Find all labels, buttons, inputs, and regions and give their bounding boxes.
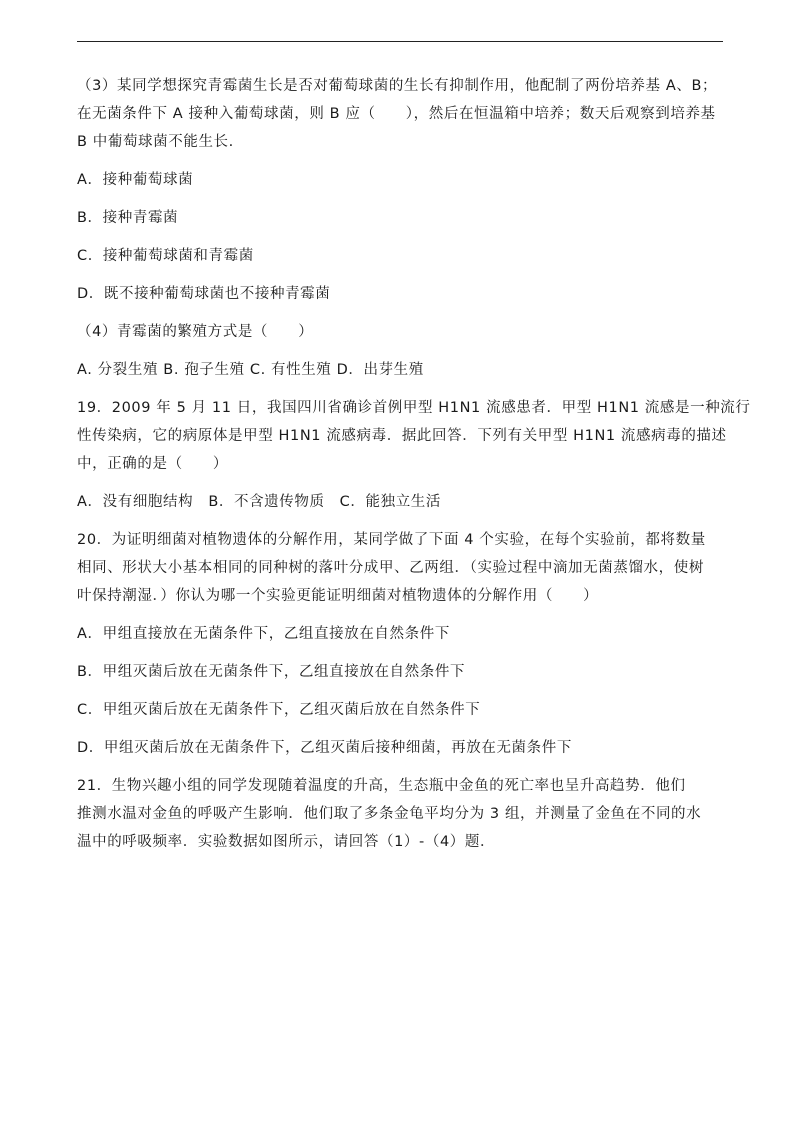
option-d: D．既不接种葡萄球菌也不接种青霉菌: [77, 286, 331, 302]
question-stem-line: 在无菌条件下 A 接种入葡萄球菌，则 B 应（ ），然后在恒温箱中培养；数天后观察到培养基: [77, 106, 716, 122]
option-c: C．接种葡萄球菌和青霉菌: [77, 248, 254, 264]
option-d: D．甲组灭菌后放在无菌条件下，乙组灭菌后接种细菌，再放在无菌条件下: [77, 740, 572, 756]
question-stem-line: 叶保持潮湿．）你认为哪一个实验更能证明细菌对植物遗体的分解作用（ ）: [77, 588, 599, 604]
question-stem-line: 性传染病，它的病原体是甲型 H1N1 流感病毒．据此回答．下列有关甲型 H1N1 流感病毒的描述: [77, 428, 727, 444]
question-18-part-4: [77, 318, 727, 384]
option-row: A．没有细胞结构 B．不含遗传物质 C．能独立生活: [77, 494, 441, 510]
option-row: A. 分裂生殖 B. 孢子生殖 C. 有性生殖 D．出芽生殖: [77, 362, 424, 378]
question-19: [77, 394, 751, 516]
header-rule: [77, 41, 723, 42]
question-stem-line: 推测水温对金鱼的呼吸产生影响．他们取了多条金龟平均分为 3 组，并测量了金鱼在不同的水: [77, 806, 702, 822]
question-stem-line: 20．为证明细菌对植物遗体的分解作用，某同学做了下面 4 个实验，在每个实验前，都将数量: [77, 532, 706, 548]
question-stem-line: 19．2009 年 5 月 11 日，我国四川省确诊首例甲型 H1N1 流感患者．甲型 H1N1 流感是一种流行: [77, 400, 751, 416]
option-a: A．甲组直接放在无菌条件下，乙组直接放在自然条件下: [77, 626, 450, 642]
option-a: A．接种葡萄球菌: [77, 172, 194, 188]
question-stem-line: 21．生物兴趣小组的同学发现随着温度的升高，生态瓶中金鱼的死亡率也呈升高趋势．他们: [77, 778, 686, 794]
question-stem-line: （4）青霉菌的繁殖方式是（ ）: [77, 324, 314, 340]
document-body: [77, 72, 751, 856]
question-stem-line: 中，正确的是（ ）: [77, 456, 228, 472]
question-20: [77, 526, 727, 762]
question-stem-line: （3）某同学想探究青霉菌生长是否对葡萄球菌的生长有抑制作用，他配制了两份培养基 A、B；: [77, 78, 718, 94]
option-b: B．接种青霉菌: [77, 210, 179, 226]
question-18-part-3: [77, 72, 727, 308]
question-stem-line: 相同、形状大小基本相同的同种树的落叶分成甲、乙两组．（实验过程中滴加无菌蒸馏水，使树: [77, 560, 704, 576]
question-stem-line: 温中的呼吸频率．实验数据如图所示，请回答（1）-（4）题．: [77, 834, 496, 850]
question-stem-line: B 中葡萄球菌不能生长.: [77, 134, 234, 150]
option-b: B．甲组灭菌后放在无菌条件下，乙组直接放在自然条件下: [77, 664, 466, 680]
question-21: [77, 772, 727, 856]
option-c: C．甲组灭菌后放在无菌条件下，乙组灭菌后放在自然条件下: [77, 702, 481, 718]
